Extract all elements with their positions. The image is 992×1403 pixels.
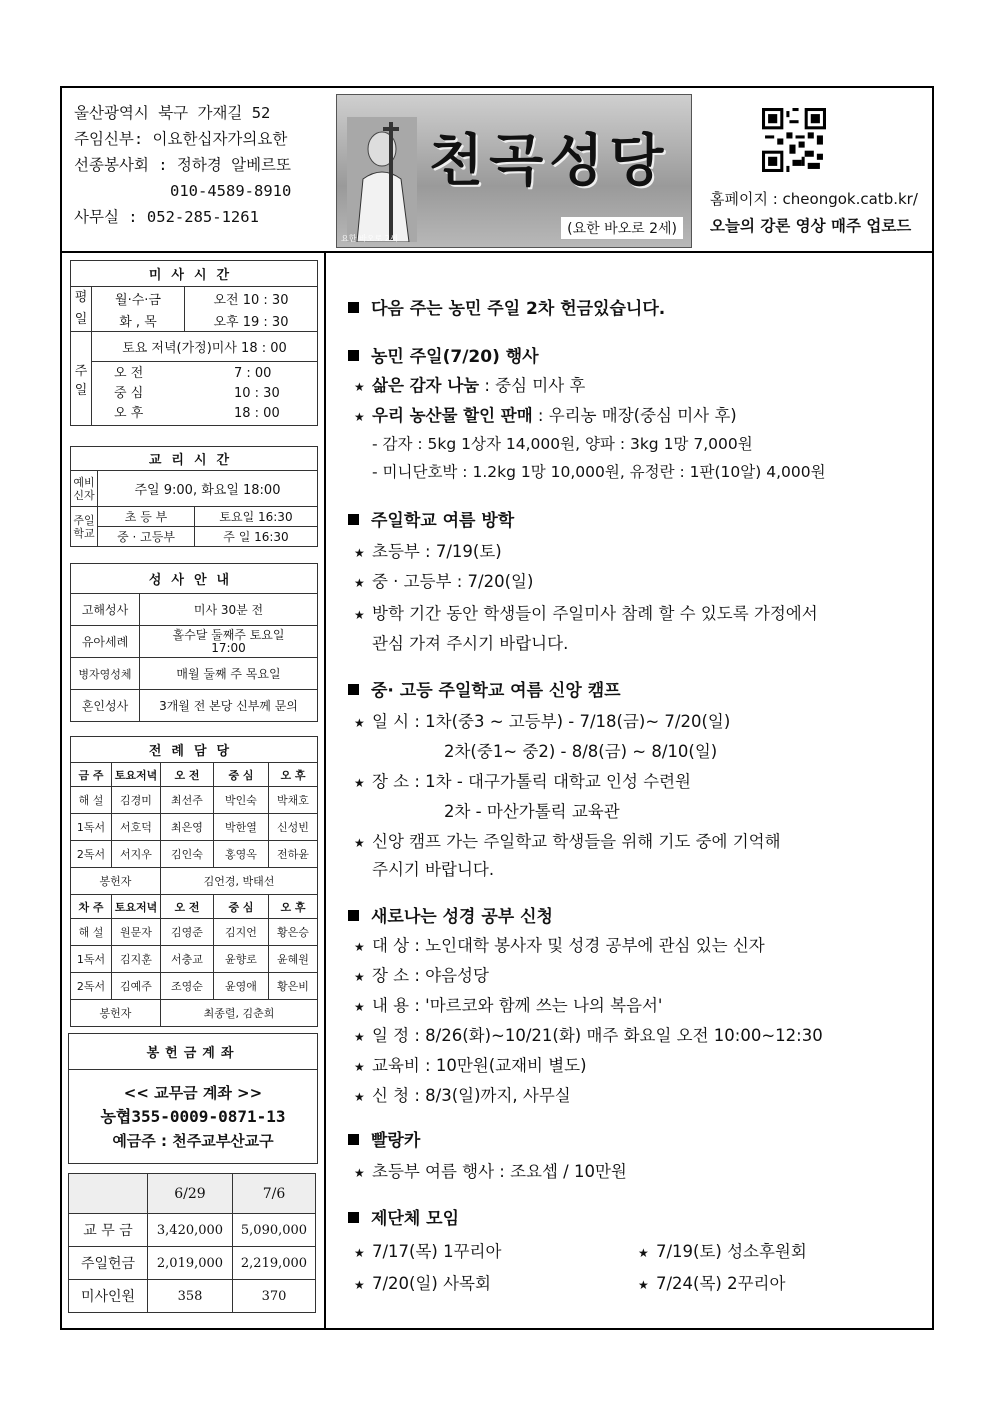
notice-heading-text: 제단체 모임: [371, 1209, 460, 1229]
notice-line: [638, 1270, 785, 1294]
sacraments-table: [70, 563, 318, 722]
finance-value: 2,219,000: [233, 1247, 316, 1280]
sunday-mass-time: 10 : 30: [234, 385, 280, 401]
finance-label: 교 무 금: [69, 1214, 148, 1247]
liturgy-cell: 최은영: [161, 814, 214, 841]
liturgy-cell: 김지언: [214, 919, 269, 946]
weekday-label: 평일: [71, 287, 92, 332]
liturgy-cell: 서호덕: [112, 814, 161, 841]
offering-label: 봉헌자: [71, 1000, 161, 1027]
notice-line: [354, 708, 730, 732]
sacrament-info: 홀수달 둘째주 토요일 17:00: [140, 626, 318, 658]
star-icon: ★: [354, 546, 365, 560]
liturgy-role: 1독서: [71, 946, 112, 973]
liturgy-cell: 전하윤: [269, 841, 318, 868]
liturgy-cell: 최선주: [161, 787, 214, 814]
liturgy-cell: 윤향로: [214, 946, 269, 973]
liturgy-cell: 윤혜원: [269, 946, 318, 973]
notice-line: [354, 828, 781, 852]
notice-heading-text: 중· 고등 주일학교 여름 신앙 캠프: [371, 681, 621, 701]
finance-value: 5,090,000: [233, 1214, 316, 1247]
star-icon: ★: [354, 608, 365, 622]
column-divider: [324, 251, 326, 1330]
star-icon: ★: [354, 1246, 365, 1260]
notice-line: [354, 1270, 491, 1294]
finance-value: 370: [233, 1280, 316, 1313]
school-time: 주 일 16:30: [195, 527, 318, 547]
notice-text: 신앙 캠프 가는 주일학교 학생들을 위해 기도 중에 기억해: [372, 832, 781, 851]
notice-heading: [348, 902, 553, 927]
sunday-mass-name: 중 심: [114, 385, 144, 401]
finance-value: 358: [148, 1280, 233, 1313]
notice-text: 신 청 : 8/3(일)까지, 사무실: [372, 1086, 571, 1105]
liturgy-role: 해 설: [71, 787, 112, 814]
finance-table: [68, 1173, 316, 1313]
account-number: 농협355-0009-0871-13: [100, 1106, 286, 1126]
notice-line: [354, 600, 818, 624]
liturgy-cell: 박채호: [269, 787, 318, 814]
sacrament-info: 3개월 전 본당 신부께 문의: [140, 690, 318, 722]
sunday-label: 주일: [71, 332, 92, 426]
school-time: 토요일 16:30: [195, 507, 318, 527]
liturgy-cell: 홍영옥: [214, 841, 269, 868]
liturgy-cell: 서충교: [161, 946, 214, 973]
star-icon: ★: [354, 776, 365, 790]
sunday-mass-list: [92, 362, 318, 426]
mass-time: 오후 19 : 30: [185, 309, 318, 332]
catechism-table: [70, 446, 318, 547]
notice-text: 7/19(토) 성소후원회: [656, 1242, 807, 1261]
notice-text: 7/17(목) 1꾸리아: [372, 1242, 502, 1261]
notice-text: 교육비 : 10만원(교재비 별도): [372, 1056, 587, 1075]
liturgy-cell: 조영순: [161, 973, 214, 1000]
catechumen-label: 예비신자: [71, 471, 98, 507]
offering-names: 최종렬, 김춘희: [161, 1000, 318, 1027]
finance-label: 주일헌금: [69, 1247, 148, 1280]
liturgy-header: 토요저녁: [112, 763, 161, 787]
liturgy-cell: 김경미: [112, 787, 161, 814]
notice-text: 대 상 : 노인대학 봉사자 및 성경 공부에 관심 있는 신자: [372, 936, 765, 955]
notice-text: : 중심 미사 후: [479, 376, 586, 395]
notice-text: 중 · 고등부 : 7/20(일): [372, 572, 534, 591]
notice-heading-text: 빨랑카: [371, 1131, 421, 1151]
church-info: [74, 100, 291, 230]
sacrament-name: 병자영성체: [71, 658, 140, 690]
sacrament-name: 유아세례: [71, 626, 140, 658]
star-icon: ★: [354, 410, 365, 424]
notice-text: 일 정 : 8/26(화)~10/21(화) 매주 화요일 오전 10:00~12:30: [372, 1026, 823, 1045]
liturgy-header: 금 주: [71, 763, 112, 787]
address: 울산광역시 북구 가재길 52: [74, 104, 271, 122]
homepage[interactable]: 홈페이지 : cheongok.catb.kr/: [710, 190, 918, 208]
school-label: 주일학교: [71, 507, 98, 547]
office-phone: 사무실 : 052-285-1261: [74, 208, 259, 226]
star-icon: ★: [638, 1246, 649, 1260]
star-icon: ★: [354, 576, 365, 590]
notice-line: [354, 568, 533, 592]
notice-text: 일 시 : 1차(중3 ~ 고등부) - 7/18(금)~ 7/20(일): [372, 712, 731, 731]
square-bullet-icon: [348, 350, 359, 361]
notice-line: [354, 372, 585, 396]
upload-note: 오늘의 강론 영상 매주 업로드: [710, 217, 912, 235]
notice-heading: [348, 1204, 459, 1229]
account-info: [69, 1070, 318, 1164]
school-group: 초 등 부: [98, 507, 195, 527]
notice-heading-text: 주일학교 여름 방학: [371, 511, 515, 531]
notice-text: 초등부 : 7/19(토): [372, 542, 502, 561]
account-line: << 교무금 계좌 >>: [123, 1083, 263, 1102]
catechism-title: 교리시간: [71, 447, 318, 471]
star-icon: ★: [354, 1278, 365, 1292]
notice-line: [354, 1022, 823, 1046]
notice-line: - 미니단호박 : 1.2kg 1망 10,000원, 유정란 : 1판(10알) 4,000원: [372, 463, 826, 481]
star-icon: ★: [354, 380, 365, 394]
square-bullet-icon: [348, 910, 359, 921]
notice-line: [354, 768, 691, 792]
notice-line: [354, 962, 489, 986]
finance-label: 미사인원: [69, 1280, 148, 1313]
star-icon: ★: [354, 940, 365, 954]
school-group: 중 · 고등부: [98, 527, 195, 547]
liturgy-header: 오 후: [269, 895, 318, 919]
liturgy-role: 2독서: [71, 973, 112, 1000]
star-icon: ★: [638, 1278, 649, 1292]
notice-line: 2차(중1~ 중2) - 8/8(금) ~ 8/10(일): [444, 742, 718, 761]
notice-heading-text: 새로나는 성경 공부 신청: [371, 907, 553, 927]
square-bullet-icon: [348, 1134, 359, 1145]
header: [62, 88, 932, 253]
finance-value: 2,019,000: [148, 1247, 233, 1280]
pastor: 주임신부: 이요한십자가의요한: [74, 130, 288, 148]
liturgy-header: 오 전: [161, 763, 214, 787]
notice-line: [354, 402, 737, 426]
liturgy-cell: 황은비: [269, 973, 318, 1000]
sunday-mass-time: 18 : 00: [234, 405, 280, 421]
notice-text: 장 소 : 1차 - 대구가톨릭 대학교 인성 수련원: [372, 772, 691, 791]
sunday-mass-name: 오 후: [114, 405, 144, 421]
star-icon: ★: [354, 716, 365, 730]
sunday-mass-time: 7 : 00: [234, 365, 272, 381]
star-icon: ★: [354, 1060, 365, 1074]
notice-line: 관심 가져 주시기 바랍니다.: [372, 634, 569, 653]
liturgy-cell: 박인숙: [214, 787, 269, 814]
liturgy-header: 중 심: [214, 895, 269, 919]
church-banner: [336, 94, 692, 248]
star-icon: ★: [354, 970, 365, 984]
notice-text: 7/20(일) 사목회: [372, 1274, 491, 1293]
liturgy-cell: 원문자: [112, 919, 161, 946]
notice-line: [354, 1158, 627, 1182]
finance-col: 7/6: [233, 1174, 316, 1214]
liturgy-title: 전례담당: [71, 737, 318, 763]
sacraments-title: 성사안내: [71, 564, 318, 594]
evangelist: 선종봉사회 : 정하경 알베르또: [74, 156, 292, 174]
image-caption: 요한 바오로 2세: [341, 234, 398, 243]
liturgy-cell: 김영준: [161, 919, 214, 946]
notice-heading: [348, 506, 514, 531]
square-bullet-icon: [348, 684, 359, 695]
mass-days: 화 , 목: [92, 309, 185, 332]
notice-heading-text: 농민 주일(7/20) 행사: [371, 347, 539, 367]
liturgy-cell: 신성빈: [269, 814, 318, 841]
liturgy-header: 차 주: [71, 895, 112, 919]
mass-days: 월·수·금: [92, 287, 185, 310]
mass-times-table: [70, 260, 318, 426]
liturgy-header: 중 심: [214, 763, 269, 787]
notice-text: 7/24(목) 2꾸리아: [656, 1274, 786, 1293]
liturgy-role: 2독서: [71, 841, 112, 868]
liturgy-role: 해 설: [71, 919, 112, 946]
liturgy-cell: 서지우: [112, 841, 161, 868]
evangelist-phone: 010-4589-8910: [170, 182, 292, 200]
notice-text: 내 용 : '마르코와 함께 쓰는 나의 복음서': [372, 996, 663, 1015]
sacrament-name: 고해성사: [71, 594, 140, 626]
notice-text: 초등부 여름 행사 : 조요셉 / 10만원: [372, 1162, 627, 1181]
liturgy-cell: 김지훈: [112, 946, 161, 973]
notice-line: [638, 1238, 807, 1262]
notice-heading: [348, 294, 665, 319]
notice-line: 2차 - 마산가톨릭 교육관: [444, 802, 620, 821]
notice-bold: 삶은 감자 나눔: [372, 376, 480, 395]
notice-text: : 우리농 매장(중심 미사 후): [532, 406, 737, 425]
square-bullet-icon: [348, 302, 359, 313]
notice-line: [354, 1082, 571, 1106]
liturgy-cell: 윤영애: [214, 973, 269, 1000]
notice-text: 방학 기간 동안 학생들이 주일미사 참례 할 수 있도록 가정에서: [372, 604, 818, 623]
notice-heading-text: 다음 주는 농민 주일 2차 헌금있습니다.: [371, 299, 666, 319]
notice-line: 주시기 바랍니다.: [372, 860, 495, 879]
offering-names: 김언경, 박태선: [161, 868, 318, 895]
square-bullet-icon: [348, 1212, 359, 1223]
liturgy-header: 오 전: [161, 895, 214, 919]
mass-times-title: 미사시간: [71, 261, 318, 287]
finance-value: 3,420,000: [148, 1214, 233, 1247]
bulletin-page: [60, 86, 934, 1330]
notice-text: 장 소 : 야음성당: [372, 966, 489, 985]
sacrament-name: 혼인성사: [71, 690, 140, 722]
liturgy-header: 토요저녁: [112, 895, 161, 919]
finance-col: 6/29: [148, 1174, 233, 1214]
account-holder: 예금주 : 천주교부산교구: [112, 1131, 274, 1150]
offering-label: 봉헌자: [71, 868, 161, 895]
liturgy-cell: 김인숙: [161, 841, 214, 868]
notice-heading: [348, 342, 539, 367]
saturday-mass: 토요 저녁(가정)미사 18 : 00: [92, 332, 318, 362]
account-title: 봉헌금계좌: [69, 1034, 318, 1070]
star-icon: ★: [354, 836, 365, 850]
square-bullet-icon: [348, 514, 359, 525]
liturgy-cell: 박한열: [214, 814, 269, 841]
sacrament-info: 미사 30분 전: [140, 594, 318, 626]
liturgy-table: [70, 736, 318, 1027]
notice-line: [354, 538, 502, 562]
star-icon: ★: [354, 1000, 365, 1014]
church-title: 천곡성당: [429, 128, 670, 194]
star-icon: ★: [354, 1166, 365, 1180]
star-icon: ★: [354, 1030, 365, 1044]
sunday-mass-name: 오 전: [114, 365, 144, 381]
liturgy-header: 오 후: [269, 763, 318, 787]
notice-line: - 감자 : 5kg 1상자 14,000원, 양파 : 3kg 1망 7,000원: [372, 435, 753, 453]
notice-line: [354, 992, 662, 1016]
notice-bold: 우리 농산물 할인 판매: [372, 406, 533, 425]
liturgy-role: 1독서: [71, 814, 112, 841]
notice-line: [354, 1052, 587, 1076]
pope-image: [347, 117, 417, 242]
patron: (요한 바오로 2세): [561, 217, 683, 239]
sacrament-info: 매월 둘째 주 목요일: [140, 658, 318, 690]
mass-time: 오전 10 : 30: [185, 287, 318, 310]
star-icon: ★: [354, 1090, 365, 1104]
notice-heading: [348, 1126, 420, 1151]
notice-heading: [348, 676, 621, 701]
liturgy-cell: 황은승: [269, 919, 318, 946]
qr-code-icon[interactable]: [762, 108, 826, 172]
account-table: [68, 1033, 318, 1164]
liturgy-cell: 김예주: [112, 973, 161, 1000]
notice-line: [354, 932, 765, 956]
notice-line: [354, 1238, 501, 1262]
catechumen-time: 주일 9:00, 화요일 18:00: [98, 471, 318, 507]
